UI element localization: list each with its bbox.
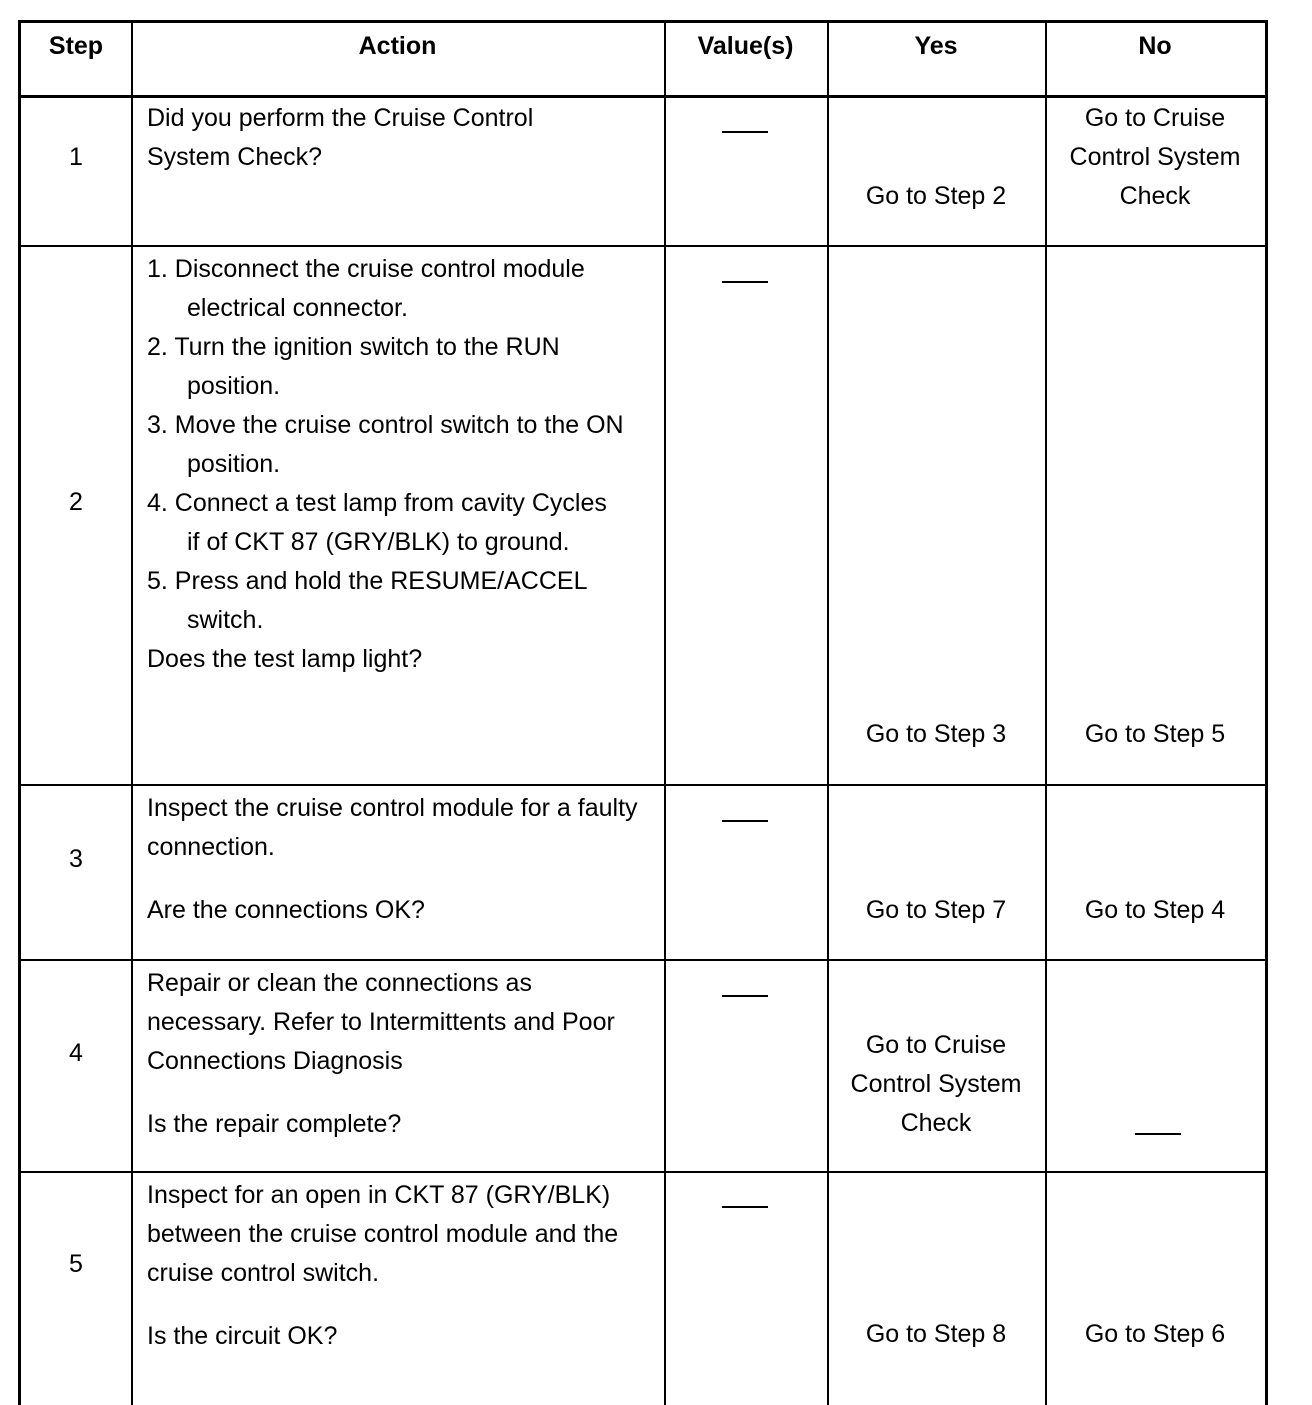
values-dash: [722, 820, 768, 822]
action-question: Is the repair complete?: [147, 1110, 402, 1138]
action-question: Is the circuit OK?: [147, 1322, 338, 1350]
step-number: 2: [69, 488, 83, 516]
col-divider: [827, 23, 829, 1405]
diagnostic-table: [18, 20, 1268, 1405]
col-divider: [1045, 23, 1047, 1405]
action-question: Does the test lamp light?: [147, 645, 423, 673]
no-result: Go to Step 4: [1084, 896, 1226, 924]
yes-result: Go to Step 7: [865, 896, 1007, 924]
yes-result: Go to Cruise Control System Check: [850, 1031, 1022, 1137]
header-step: Step: [48, 32, 104, 60]
row-divider: [21, 1171, 1265, 1173]
row-divider: [21, 95, 1265, 98]
no-dash: [1135, 1133, 1181, 1135]
action-text: [131, 250, 664, 679]
col-divider: [664, 23, 666, 1405]
header-no: No: [1138, 32, 1172, 60]
row-divider: [21, 784, 1265, 786]
yes-result: Go to Step 8: [865, 1320, 1007, 1348]
values-dash: [722, 1206, 768, 1208]
action-text: [131, 789, 664, 930]
header-yes: Yes: [914, 32, 958, 60]
row-divider: [21, 959, 1265, 961]
action-line: Did you perform the Cruise Control System Check?: [147, 104, 534, 171]
action-line: Inspect the cruise control module for a faulty connection.: [147, 794, 638, 861]
action-list-item: 1. Disconnect the cruise control module electrical connector.: [147, 255, 585, 322]
step-number: 3: [69, 845, 83, 873]
step-number: 4: [69, 1039, 83, 1067]
action-text: [131, 1176, 664, 1356]
no-result: Go to Step 5: [1084, 720, 1226, 748]
values-dash: [722, 131, 768, 133]
action-text: [131, 99, 664, 177]
action-list-item: 2. Turn the ignition switch to the RUN position.: [147, 333, 560, 400]
action-line: Inspect for an open in CKT 87 (GRY/BLK) between the cruise control module and the cruise control switch.: [147, 1181, 619, 1287]
step-number: 5: [69, 1250, 83, 1278]
no-result: Go to Cruise Control System Check: [1069, 104, 1241, 210]
header-action: Action: [358, 32, 437, 60]
yes-result: Go to Step 3: [865, 720, 1007, 748]
header-values: Value(s): [697, 32, 794, 60]
row-divider: [21, 245, 1265, 247]
values-dash: [722, 281, 768, 283]
action-question: Are the connections OK?: [147, 896, 425, 924]
yes-result: Go to Step 2: [865, 182, 1007, 210]
action-list-item: 4. Connect a test lamp from cavity Cycles if of CKT 87 (GRY/BLK) to ground.: [147, 489, 607, 556]
action-list-item: 5. Press and hold the RESUME/ACCEL switch.: [147, 567, 587, 634]
step-number: 1: [69, 143, 83, 171]
action-line: Repair or clean the connections as necessary. Refer to Intermittents and Poor Connections Diagnosis: [147, 969, 615, 1075]
no-result: Go to Step 6: [1084, 1320, 1226, 1348]
action-text: [131, 964, 664, 1144]
values-dash: [722, 995, 768, 997]
action-list-item: 3. Move the cruise control switch to the ON position.: [147, 411, 624, 478]
